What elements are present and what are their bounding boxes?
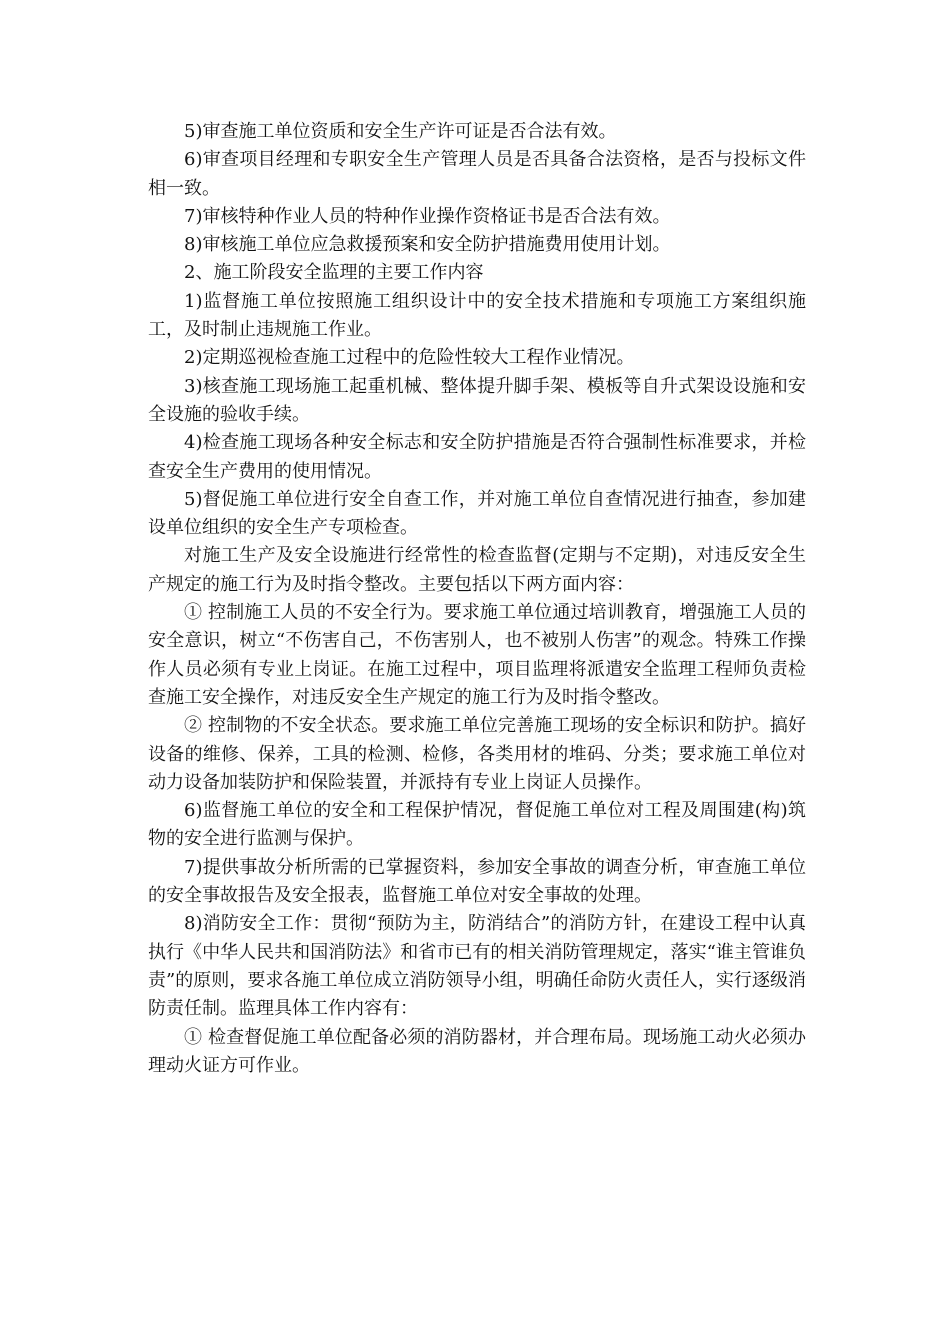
paragraph-7-special-operators: 7)审核特种作业人员的特种作业操作资格证书是否合法有效。: [184, 205, 671, 227]
paragraph-fire-equipment: ① 检查督促施工单位配备必须的消防器材，并合理布局。现场施工动火必须办理动火证方可作业。: [148, 1026, 806, 1076]
paragraph-1-supervise-construction: 1)监督施工单位按照施工组织设计中的安全技术措施和专项施工方案组织施工，及时制止违规施工作业。: [148, 290, 806, 341]
paragraph-3-verify-equipment: 3)核查施工现场施工起重机械、整体提升脚手架、模板等自升式架设设施和安全设施的验收手续。: [148, 375, 806, 425]
paragraph-8-fire-safety: 8)消防安全工作：贯彻“预防为主，防消结合”的消防方针，在建设工程中认真执行《中华人民共和国消防法》和省市已有的相关消防管理规定，落实“谁主管谁负责”的原则，要求各施工单位成立消防领导小组，明确任命防火责任人，实行逐级消防责任制。监理具体工作内容有：: [148, 913, 806, 1020]
section-heading-construction-phase: 2、施工阶段安全监理的主要工作内容: [184, 262, 484, 284]
document-page: [148, 118, 806, 1080]
paragraph-regular-inspection: 对施工生产及安全设施进行经常性的检查监督(定期与不定期)，对违反安全生产规定的施工行为及时指令整改。主要包括以下两方面内容：: [148, 545, 806, 595]
paragraph-5-self-inspection: 5)督促施工单位进行安全自查工作，并对施工单位自查情况进行抽查，参加建设单位组织的安全生产专项检查。: [148, 488, 806, 539]
paragraph-2-inspection: 2)定期巡视检查施工过程中的危险性较大工程作业情况。: [184, 347, 635, 369]
paragraph-8-emergency-plan: 8)审核施工单位应急救援预案和安全防护措施费用使用计划。: [184, 234, 671, 256]
paragraph-control-unsafe-state: ② 控制物的不安全状态。要求施工单位完善施工现场的安全标识和防护。搞好设备的维修、保养，工具的检测、检修，各类用材的堆码、分类；要求施工单位对动力设备加装防护和保险装置，并派持有专业上岗证人员操作。: [148, 715, 806, 793]
paragraph-5-qualification: 5)审查施工单位资质和安全生产许可证是否合法有效。: [184, 121, 617, 142]
paragraph-control-unsafe-behavior: ① 控制施工人员的不安全行为。要求施工单位通过培训教育，增强施工人员的安全意识，树立“不伤害自己，不伤害别人，也不被别人伤害”的观念。特殊工作操作人员必须有专业上岗证。在施工过程中，项目监理将派遣安全监理工程师负责检查施工安全操作，对违反安全生产规定的施工行为及时指令整改。: [148, 602, 806, 708]
paragraph-7-accident-analysis: 7)提供事故分析所需的已掌握资料，参加安全事故的调查分析，审查施工单位的安全事故报告及安全报表，监督施工单位对安全事故的处理。: [148, 856, 806, 907]
paragraph-6-engineering-protection: 6)监督施工单位的安全和工程保护情况，督促施工单位对工程及周围建(构)筑物的安全进行监测与保护。: [148, 800, 806, 850]
paragraph-6-manager-qualification: 6)审查项目经理和专职安全生产管理人员是否具备合法资格，是否与投标文件相一致。: [148, 149, 806, 199]
paragraph-4-safety-signs: 4)检查施工现场各种安全标志和安全防护措施是否符合强制性标准要求，并检查安全生产费用的使用情况。: [148, 432, 806, 482]
